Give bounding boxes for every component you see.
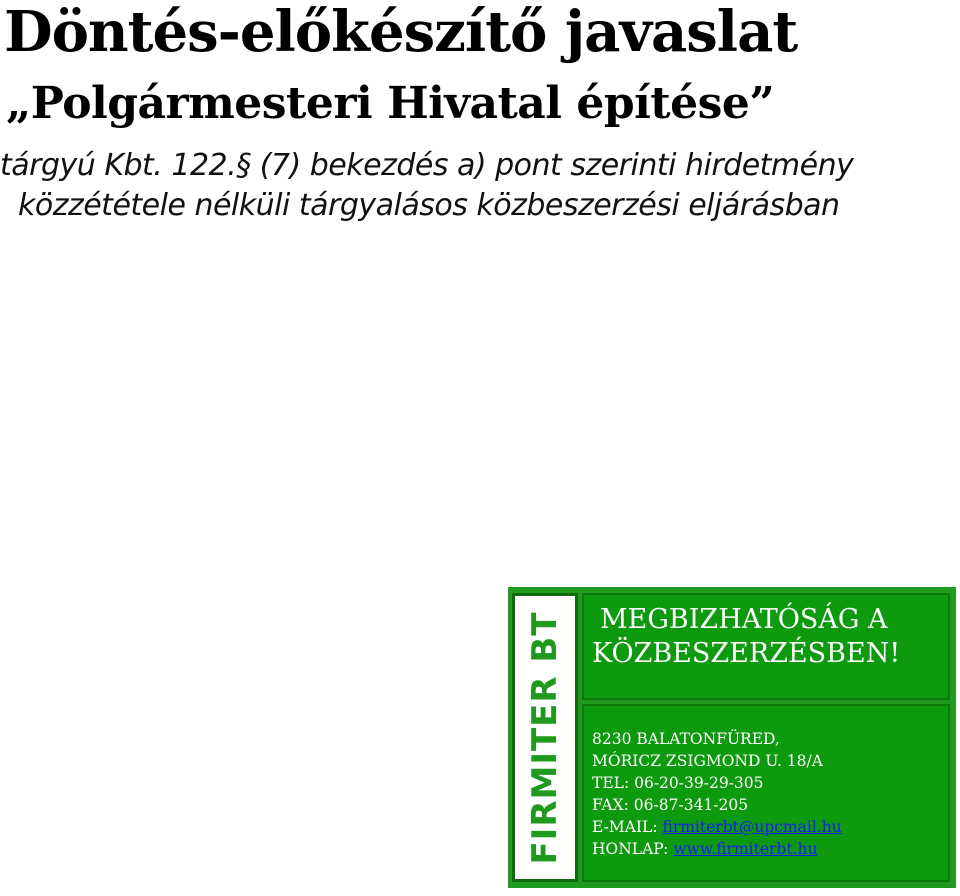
- website-row: [592, 838, 948, 860]
- email-label: E-MAIL:: [592, 818, 663, 836]
- slogan-line-2: KÖZBESZERZÉSBEN!: [592, 638, 901, 669]
- phone-number: TEL: 06-20-39-29-305: [592, 774, 764, 792]
- contact-box: [582, 704, 950, 882]
- document-title: Döntés-előkészítő javaslat: [4, 0, 798, 65]
- company-name-strip: [512, 593, 578, 882]
- description-line-2: közzététele nélküli tárgyalásos közbeszerzési eljárásban: [18, 188, 840, 223]
- address-line-2: MÓRICZ ZSIGMOND U. 18/A: [592, 752, 823, 770]
- description-line-1: tárgyú Kbt. 122.§ (7) bekezdés a) pont szerinti hirdetmény: [0, 148, 854, 183]
- email-link[interactable]: firmiterbt@upcmail.hu: [662, 818, 842, 836]
- address-line-1: 8230 BALATONFÜRED,: [592, 730, 780, 748]
- company-name: FIRMITER BT: [525, 610, 565, 865]
- slogan-line-1: MEGBIZHATÓSÁG A: [600, 604, 888, 635]
- fax-number: FAX: 06-87-341-205: [592, 796, 749, 814]
- document-subject: „Polgármesteri Hivatal építése”: [6, 78, 775, 129]
- website-link[interactable]: www.firmiterbt.hu: [673, 840, 818, 858]
- company-banner: [508, 587, 956, 888]
- slogan-box: [582, 593, 950, 700]
- website-label: HONLAP:: [592, 840, 674, 858]
- email-row: [592, 816, 948, 838]
- document-description: [0, 146, 950, 226]
